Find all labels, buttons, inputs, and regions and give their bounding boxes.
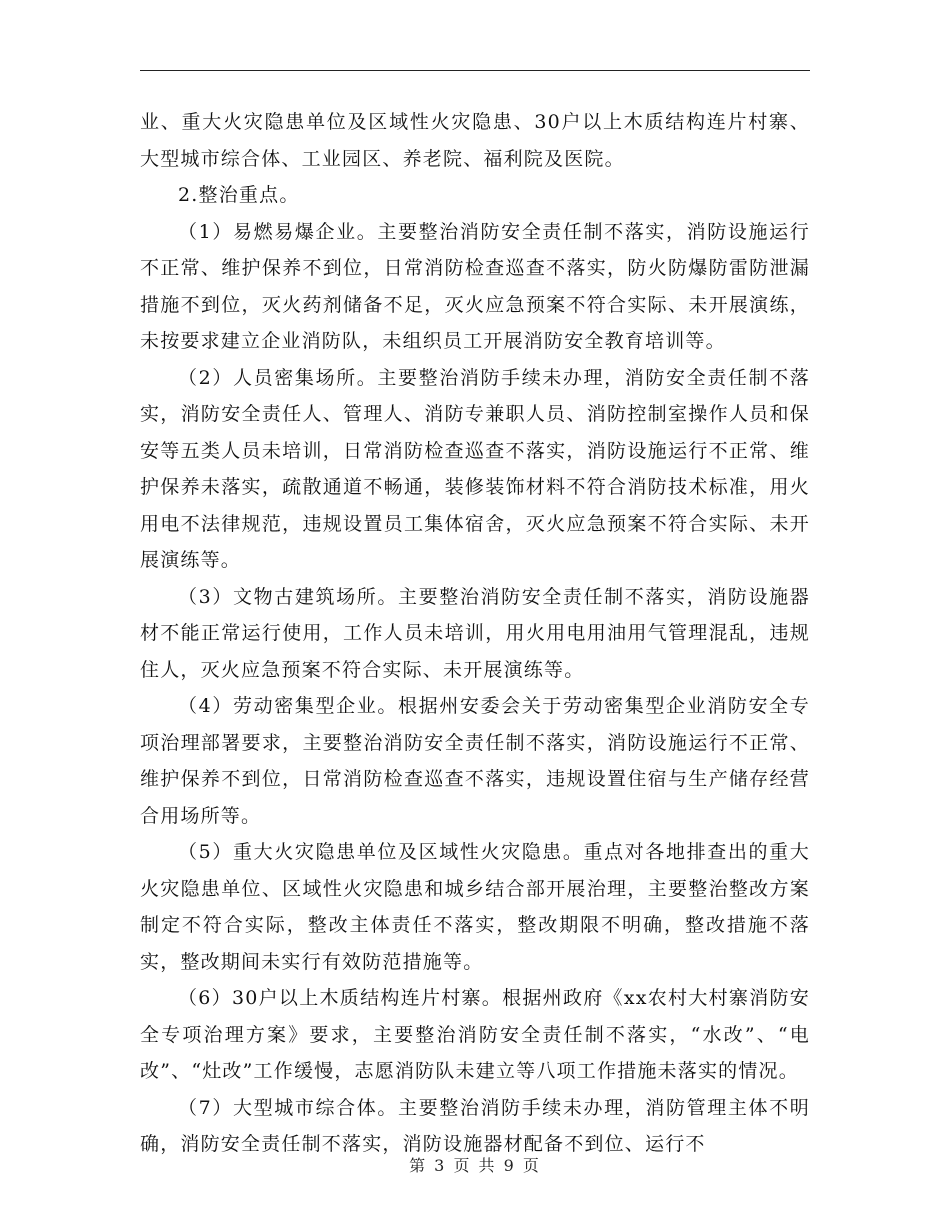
- paragraph-item-4: （4）劳动密集型企业。根据州安委会关于劳动密集型企业消防安全专项治理部署要求，主要整治消防安全责任制不落实，消防设施运行不正常、维护保养不到位，日常消防检查巡查不落实，违规设置住宿与生产储存经营合用场所等。: [140, 695, 810, 827]
- page-number-footer: 第 3 页 共 9 页: [409, 1156, 541, 1175]
- paragraph-item-7: （7）大型城市综合体。主要整治消防手续未办理，消防管理主体不明确，消防安全责任制不落实，消防设施器材配备不到位、运行不: [140, 1096, 810, 1155]
- header-rule: [140, 70, 810, 71]
- document-body: [140, 104, 810, 1163]
- paragraph-item-1: （1）易燃易爆企业。主要整治消防安全责任制不落实，消防设施运行不正常、维护保养不到位，日常消防检查巡查不落实，防火防爆防雷防泄漏措施不到位，灭火药剂储备不足，灭火应急预案不符合实际、未开展演练，未按要求建立企业消防队，未组织员工开展消防安全教育培训等。: [140, 220, 810, 352]
- paragraph-item-3: （3）文物古建筑场所。主要整治消防安全责任制不落实，消防设施器材不能正常运行使用，工作人员未培训，用火用电用油用气管理混乱，违规住人，灭火应急预案不符合实际、未开展演练等。: [140, 585, 810, 681]
- paragraph-item-2: （2）人员密集场所。主要整治消防手续未办理，消防安全责任制不落实，消防安全责任人、管理人、消防专兼职人员、消防控制室操作人员和保安等五类人员未培训，日常消防检查巡查不落实，消防设施运行不正常、维护保养未落实，疏散通道不畅通，装修装饰材料不符合消防技术标准，用火用电不法律规范，违规设置员工集体宿舍，灭火应急预案不符合实际、未开展演练等。: [140, 366, 810, 571]
- paragraph-item-5: （5）重大火灾隐患单位及区域性火灾隐患。重点对各地排查出的重大火灾隐患单位、区域性火灾隐患和城乡结合部开展治理，主要整治整改方案制定不符合实际，整改主体责任不落实，整改期限不明确，整改措施不落实，整改期间未实行有效防范措施等。: [140, 841, 810, 973]
- paragraph-item-6: （6）30户以上木质结构连片村寨。根据州政府《xx农村大村寨消防安全专项治理方案》要求，主要整治消防安全责任制不落实，“水改”、“电改”、“灶改”工作缓慢，志愿消防队未建立等八项工作措施未落实的情况。: [140, 987, 810, 1082]
- paragraph-continued: 业、重大火灾隐患单位及区域性火灾隐患、30户以上木质结构连片村寨、大型城市综合体、工业园区、养老院、福利院及医院。: [140, 111, 810, 170]
- section-heading: 2.整治重点。: [178, 184, 300, 206]
